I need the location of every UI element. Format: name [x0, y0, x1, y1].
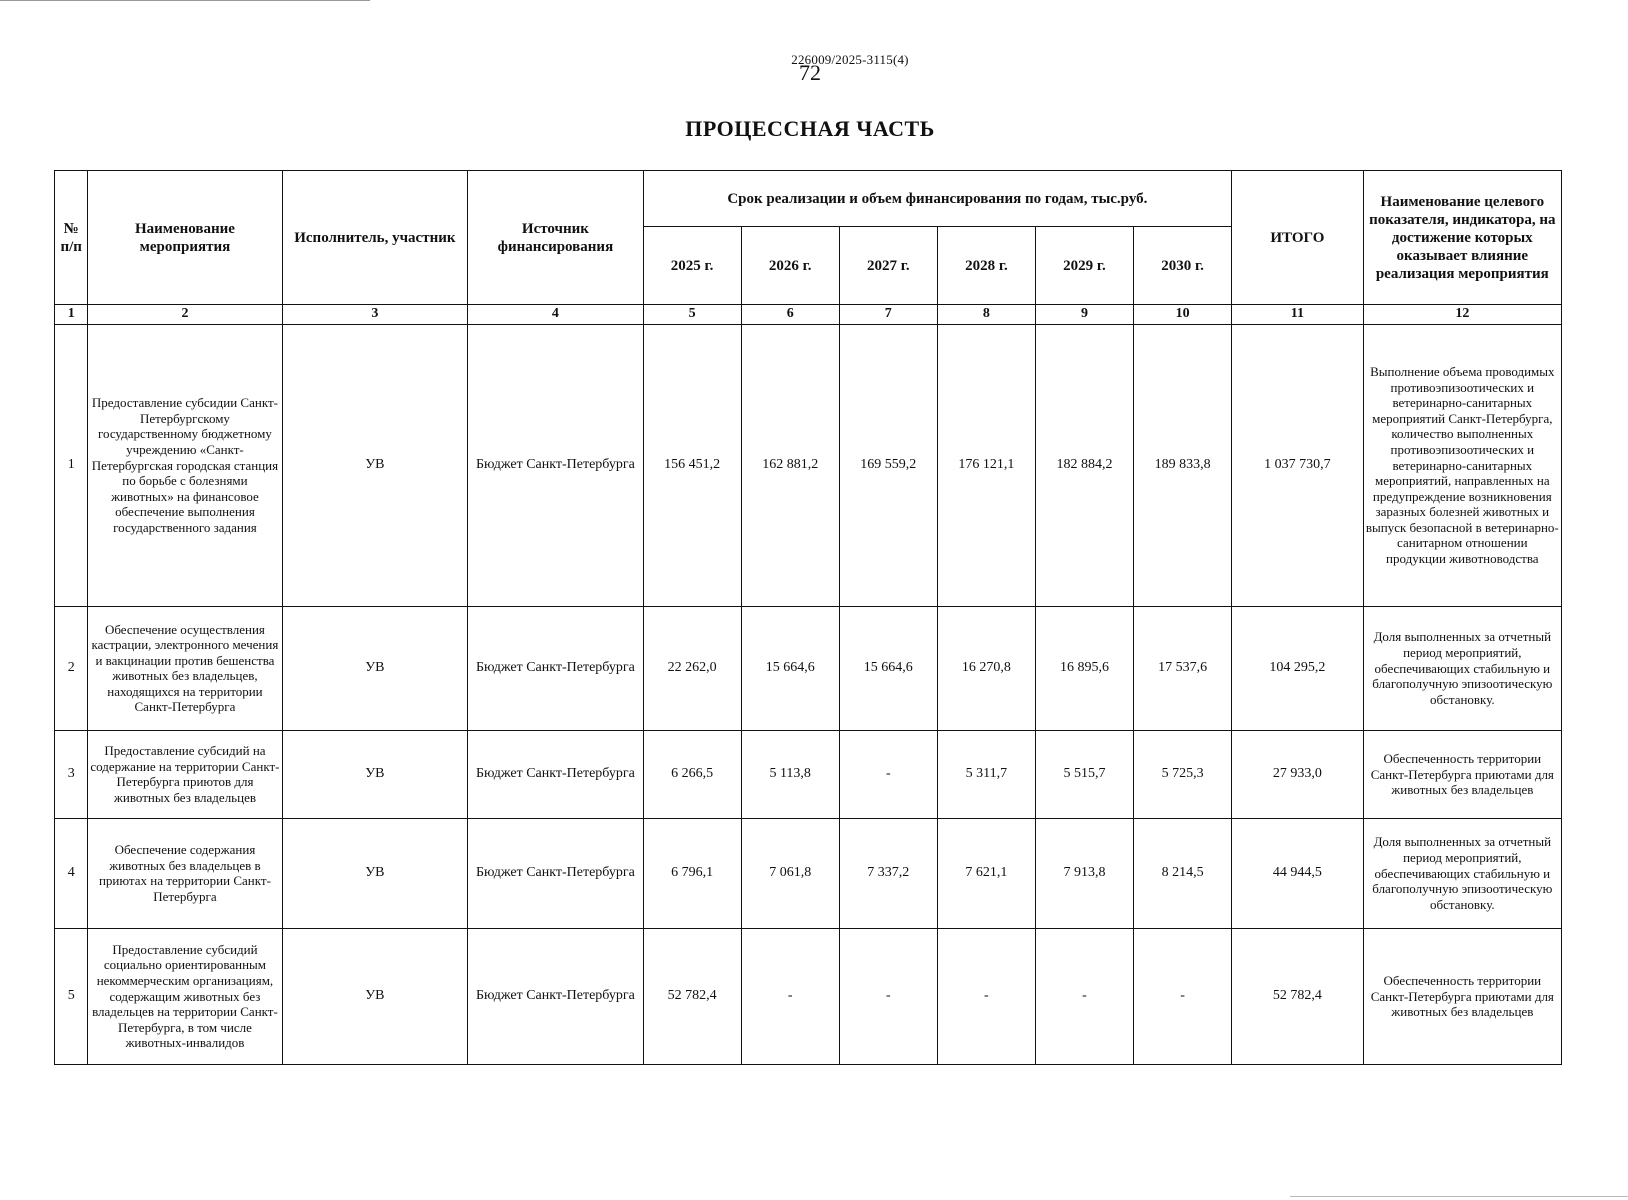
value-total: 44 944,5: [1232, 818, 1363, 928]
target-indicator: Обеспеченность территории Санкт-Петербурга приютами для животных без владельцев: [1363, 730, 1561, 818]
value-total: 104 295,2: [1232, 606, 1363, 730]
event-name: Обеспечение осуществления кастрации, электронного мечения и вакцинации против бешенства животных без владельцев, находящихся на территории Санкт-Петербурга: [88, 606, 282, 730]
executor: УВ: [282, 606, 468, 730]
header-total: ИТОГО: [1232, 171, 1363, 305]
header-year-2025: 2025 г.: [643, 227, 741, 305]
value-2026: -: [741, 928, 839, 1064]
value-2026: 7 061,8: [741, 818, 839, 928]
header-years-group: Срок реализации и объем финансирования по годам, тыс.руб.: [643, 171, 1232, 227]
row-number: 4: [55, 818, 88, 928]
table-row: [55, 324, 1562, 606]
table-row: [55, 606, 1562, 730]
column-number: 10: [1134, 305, 1232, 325]
value-2028: 5 311,7: [937, 730, 1035, 818]
target-indicator: Выполнение объема проводимых противоэпизоотических и ветеринарно-санитарных мероприятий Санкт-Петербурга, количество выполненных противоэпизоотических и ветеринарно-санитарных мероприятий, направленных на предупреждение возникновения заразных болезней животных и выпуск безопасной в ветеринарно-санитарном отношении продукции животноводства: [1363, 324, 1561, 606]
column-number: 11: [1232, 305, 1363, 325]
row-number: 1: [55, 324, 88, 606]
value-2029: 5 515,7: [1035, 730, 1133, 818]
column-numbers-row: [55, 305, 1562, 325]
header-event-name: Наименование мероприятия: [88, 171, 282, 305]
value-2029: -: [1035, 928, 1133, 1064]
event-name: Предоставление субсидий на содержание на территории Санкт-Петербурга приютов для животных без владельцев: [88, 730, 282, 818]
header-year-2029: 2029 г.: [1035, 227, 1133, 305]
value-2025: 6 266,5: [643, 730, 741, 818]
bottom-rule: [1290, 1196, 1628, 1197]
column-number: 1: [55, 305, 88, 325]
header-year-2027: 2027 г.: [839, 227, 937, 305]
target-indicator: Доля выполненных за отчетный период мероприятий, обеспечивающих стабильную и благополучную эпизоотическую обстановку.: [1363, 818, 1561, 928]
table-row: [55, 818, 1562, 928]
event-name: Обеспечение содержания животных без владельцев в приютах на территории Санкт-Петербурга: [88, 818, 282, 928]
value-total: 52 782,4: [1232, 928, 1363, 1064]
value-2029: 16 895,6: [1035, 606, 1133, 730]
top-rule: [0, 0, 370, 1]
document-registration-number: 226009/2025-3115(4): [791, 52, 909, 67]
value-2030: 17 537,6: [1134, 606, 1232, 730]
column-number: 2: [88, 305, 282, 325]
column-number: 9: [1035, 305, 1133, 325]
row-number: 3: [55, 730, 88, 818]
event-name: Предоставление субсидий социально ориентированным некоммерческим организациям, содержащим животных без владельцев на территории Санкт-Петербурга, в том числе животных-инвалидов: [88, 928, 282, 1064]
row-number: 5: [55, 928, 88, 1064]
value-2027: 7 337,2: [839, 818, 937, 928]
value-total: 1 037 730,7: [1232, 324, 1363, 606]
value-2028: 7 621,1: [937, 818, 1035, 928]
executor: УВ: [282, 730, 468, 818]
value-2028: 176 121,1: [937, 324, 1035, 606]
funding-source: Бюджет Санкт-Петербурга: [468, 928, 643, 1064]
header-year-2030: 2030 г.: [1134, 227, 1232, 305]
funding-source: Бюджет Санкт-Петербурга: [468, 606, 643, 730]
event-name: Предоставление субсидии Санкт-Петербургскому государственному бюджетному учреждению «Санкт-Петербургская городская станция по борьбе с болезнями животных» на финансовое обеспечение выполнения государственного задания: [88, 324, 282, 606]
value-total: 27 933,0: [1232, 730, 1363, 818]
value-2026: 5 113,8: [741, 730, 839, 818]
row-number: 2: [55, 606, 88, 730]
value-2026: 15 664,6: [741, 606, 839, 730]
page-number: 72: [799, 60, 821, 85]
target-indicator: Доля выполненных за отчетный период мероприятий, обеспечивающих стабильную и благополучную эпизоотическую обстановку.: [1363, 606, 1561, 730]
header-funding-source: Источник финансирования: [468, 171, 643, 305]
funding-source: Бюджет Санкт-Петербурга: [468, 818, 643, 928]
value-2030: 8 214,5: [1134, 818, 1232, 928]
value-2029: 182 884,2: [1035, 324, 1133, 606]
target-indicator: Обеспеченность территории Санкт-Петербурга приютами для животных без владельцев: [1363, 928, 1561, 1064]
value-2028: 16 270,8: [937, 606, 1035, 730]
value-2025: 22 262,0: [643, 606, 741, 730]
column-number: 7: [839, 305, 937, 325]
value-2025: 6 796,1: [643, 818, 741, 928]
header-year-2026: 2026 г.: [741, 227, 839, 305]
value-2030: 189 833,8: [1134, 324, 1232, 606]
header-target-indicator: Наименование целевого показателя, индикатора, на достижение которых оказывает влияние реализация мероприятия: [1363, 171, 1561, 305]
column-number: 5: [643, 305, 741, 325]
header-year-2028: 2028 г.: [937, 227, 1035, 305]
column-number: 4: [468, 305, 643, 325]
value-2030: -: [1134, 928, 1232, 1064]
process-plan-table: [54, 170, 1562, 1065]
value-2030: 5 725,3: [1134, 730, 1232, 818]
table-row: [55, 730, 1562, 818]
value-2027: -: [839, 928, 937, 1064]
funding-source: Бюджет Санкт-Петербурга: [468, 730, 643, 818]
column-number: 3: [282, 305, 468, 325]
header-executor: Исполнитель, участник: [282, 171, 468, 305]
value-2027: 15 664,6: [839, 606, 937, 730]
executor: УВ: [282, 928, 468, 1064]
value-2025: 156 451,2: [643, 324, 741, 606]
value-2028: -: [937, 928, 1035, 1064]
column-number: 8: [937, 305, 1035, 325]
value-2026: 162 881,2: [741, 324, 839, 606]
executor: УВ: [282, 324, 468, 606]
executor: УВ: [282, 818, 468, 928]
funding-source: Бюджет Санкт-Петербурга: [468, 324, 643, 606]
table-row: [55, 928, 1562, 1064]
header-number: № п/п: [55, 171, 88, 305]
value-2025: 52 782,4: [643, 928, 741, 1064]
value-2029: 7 913,8: [1035, 818, 1133, 928]
column-number: 12: [1363, 305, 1561, 325]
value-2027: 169 559,2: [839, 324, 937, 606]
document-title: ПРОЦЕССНАЯ ЧАСТЬ: [685, 116, 935, 141]
column-number: 6: [741, 305, 839, 325]
process-plan-table-container: [54, 170, 1562, 1065]
value-2027: -: [839, 730, 937, 818]
header-row-top: [55, 171, 1562, 227]
